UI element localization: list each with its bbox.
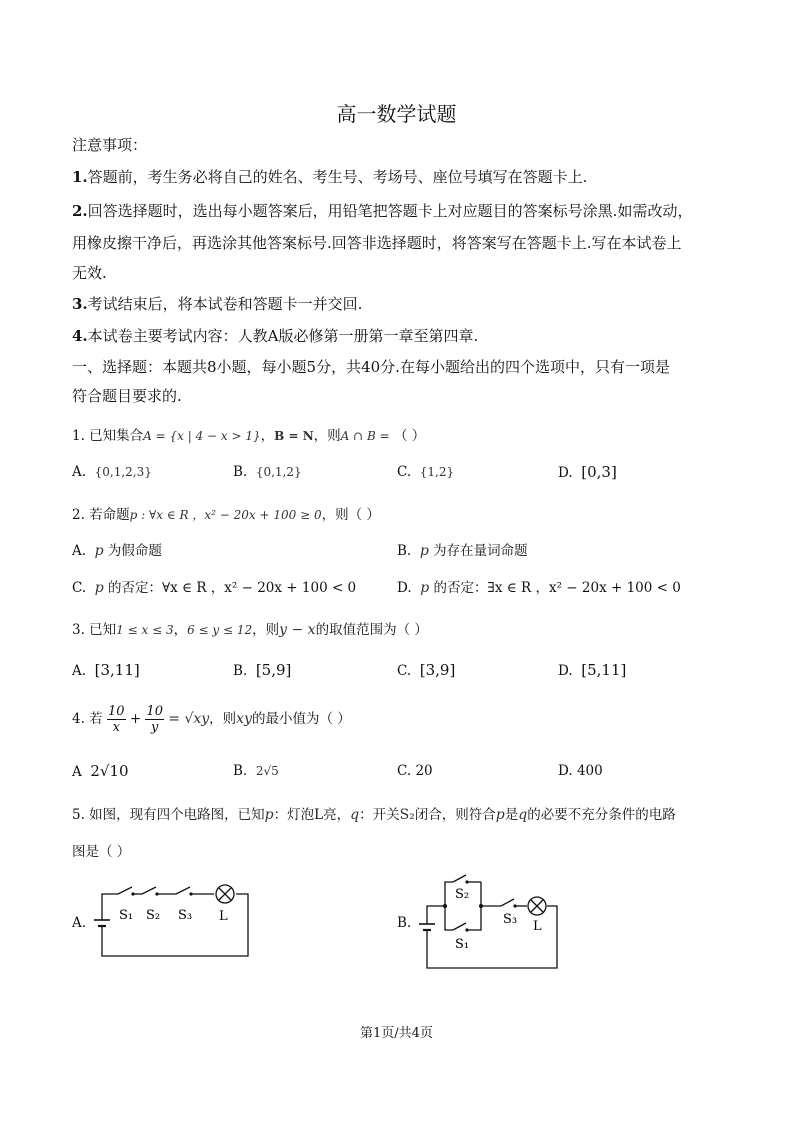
circuit-a-s3-label: S₃ xyxy=(178,908,193,923)
question-5: 5. 如图，现有四个电路图，已知p：灯泡L亮，q：开关S₂闭合，则符合p是q的必要不充分条件的电路 xyxy=(72,807,676,823)
page-footer: 第1页/共4页 xyxy=(360,1026,433,1041)
circuit-b-s3-label: S₃ xyxy=(503,912,518,927)
circuit-b-s1-label: S₁ xyxy=(455,937,470,952)
circuit-a-s1-label: S₁ xyxy=(119,908,134,923)
q3-option-b[interactable]: B. [5,9] xyxy=(233,661,292,679)
notice-4: 4.本试卷主要考试内容：人教A版必修第一册第一章至第四章. xyxy=(72,327,479,345)
switch-s3-icon xyxy=(176,887,190,894)
q3-option-d[interactable]: D. [5,11] xyxy=(558,661,627,679)
q1-option-b[interactable]: B. {0,1,2} xyxy=(233,464,302,480)
q2-option-a[interactable]: A. p 为假命题 xyxy=(72,543,162,559)
fraction-10-x: $\frac{10}{x}$ xyxy=(107,704,125,735)
q2-option-c[interactable]: C. p 的否定：∀x ∈ R ，x² − 20x + 100 < 0 xyxy=(72,580,357,596)
switch-s3-icon xyxy=(501,899,514,906)
question-3: 3. 已知1 ≤ x ≤ 3，6 ≤ y ≤ 12，则y − x的取值范围为（ ） xyxy=(72,622,428,638)
circuit-a-wire xyxy=(102,894,118,920)
notice-3: 3.考试结束后，将本试卷和答题卡一并交回. xyxy=(72,295,363,313)
question-4: 4. 若 $\frac{10}{x}$ + $\frac{10}{y}$ = √xy，则xy的最小值为（ ） xyxy=(72,704,351,735)
circuit-a-lamp-label: L xyxy=(219,909,228,924)
question-5-cont: 图是（ ） xyxy=(72,844,131,860)
notice-1: 1.答题前，考生务必将自己的姓名、考生号、考场号、座位号填写在答题卡上. xyxy=(72,168,588,186)
q3-option-a[interactable]: A. [3,11] xyxy=(72,661,140,679)
circuit-a-s2-label: S₂ xyxy=(146,908,161,923)
switch-s2-icon xyxy=(142,887,156,894)
notice-heading: 注意事项： xyxy=(72,136,148,154)
notice-2-end: 无效. xyxy=(72,264,107,282)
switch-s1-icon xyxy=(453,923,466,930)
circuit-b-label: B. xyxy=(397,915,412,931)
question-1: 1. 已知集合A = {x | 4 − x > 1}，B = N，则A ∩ B = （ ） xyxy=(72,428,426,444)
switch-s2-icon xyxy=(453,875,466,882)
q2-option-b[interactable]: B. p 为存在量词命题 xyxy=(397,543,528,559)
circuit-b-lamp-label: L xyxy=(533,919,542,934)
q2-option-d[interactable]: D. p 的否定：∃x ∈ R ，x² − 20x + 100 < 0 xyxy=(397,580,681,596)
circuit-b-s2-label: S₂ xyxy=(455,887,470,902)
q1-option-d[interactable]: D. [0,3] xyxy=(558,463,617,481)
q4-option-b[interactable]: B. 2√5 xyxy=(233,763,279,779)
circuit-a-diagram xyxy=(90,878,260,968)
q4-option-d[interactable]: D. 400 xyxy=(558,763,603,779)
switch-s1-icon xyxy=(118,887,132,894)
q1-option-c[interactable]: C. {1,2} xyxy=(397,464,455,480)
q1-option-a[interactable]: A. {0,1,2,3} xyxy=(72,464,152,480)
section-heading-cont: 符合题目要求的. xyxy=(72,387,182,405)
question-2: 2. 若命题p : ∀x ∈ R ，x² − 20x + 100 ≥ 0，则（ ） xyxy=(72,507,380,523)
notice-2-cont: 用橡皮擦干净后，再选涂其他答案标号.回答非选择题时，将答案写在答题卡上.写在本试卷上 xyxy=(72,234,682,252)
page-title: 高一数学试题 xyxy=(336,102,457,126)
q3-option-c[interactable]: C. [3,9] xyxy=(397,661,456,679)
notice-2: 2.回答选择题时，选出每小题答案后，用铅笔把答题卡上对应题目的答案标号涂黑.如需改动， xyxy=(72,202,693,220)
q4-option-a[interactable]: A 2√10 xyxy=(72,762,129,780)
q4-option-c[interactable]: C. 20 xyxy=(397,763,433,779)
circuit-a-label: A. xyxy=(72,915,87,931)
circuit-b-diagram xyxy=(415,868,565,973)
fraction-10-y: $\frac{10}{y}$ xyxy=(146,704,163,735)
section-heading: 一、选择题：本题共8小题，每小题5分，共40分.在每小题给出的四个选项中，只有一项是 xyxy=(72,358,670,376)
